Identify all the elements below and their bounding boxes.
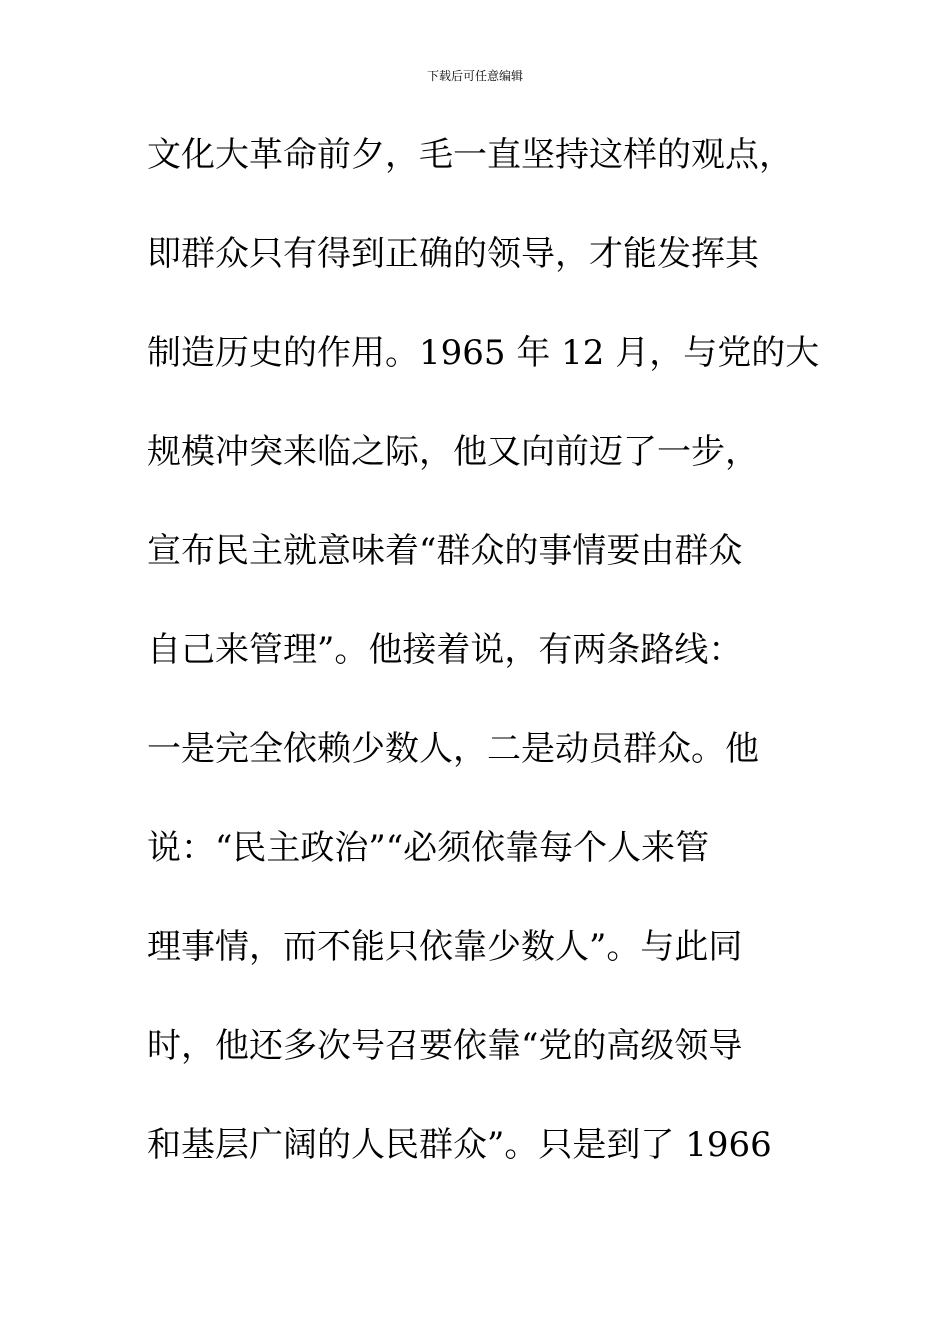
text-line-6: 自己来管理”。他接着说，有两条路线： (147, 630, 743, 670)
text-line-2: 即群众只有得到正确的领导，才能发挥其 (147, 234, 759, 274)
text-line-1: 文化大革命前夕，毛一直坚持这样的观点， (147, 135, 793, 175)
text-line-10: 时，他还多次号召要依靠“党的高级领导 (147, 1026, 743, 1066)
text-line-8: 说：“民主政治”“必须依靠每个人来管 (147, 828, 710, 868)
page-header: 下载后可任意编辑 (426, 69, 523, 83)
text-line-5: 宣布民主就意味着“群众的事情要由群众 (147, 531, 743, 571)
text-line-7: 一是完全依赖少数人，二是动员群众。他 (147, 729, 759, 769)
text-line-3: 制造历史的作用。1965 年 12 月，与党的大 (147, 333, 820, 373)
text-line-4: 规模冲突来临之际，他又向前迈了一步， (147, 432, 759, 472)
text-line-11: 和基层广阔的人民群众”。只是到了 1966 (147, 1125, 772, 1165)
body-text (147, 124, 820, 1213)
text-line-9: 理事情，而不能只依靠少数人”。与此同 (147, 927, 743, 967)
